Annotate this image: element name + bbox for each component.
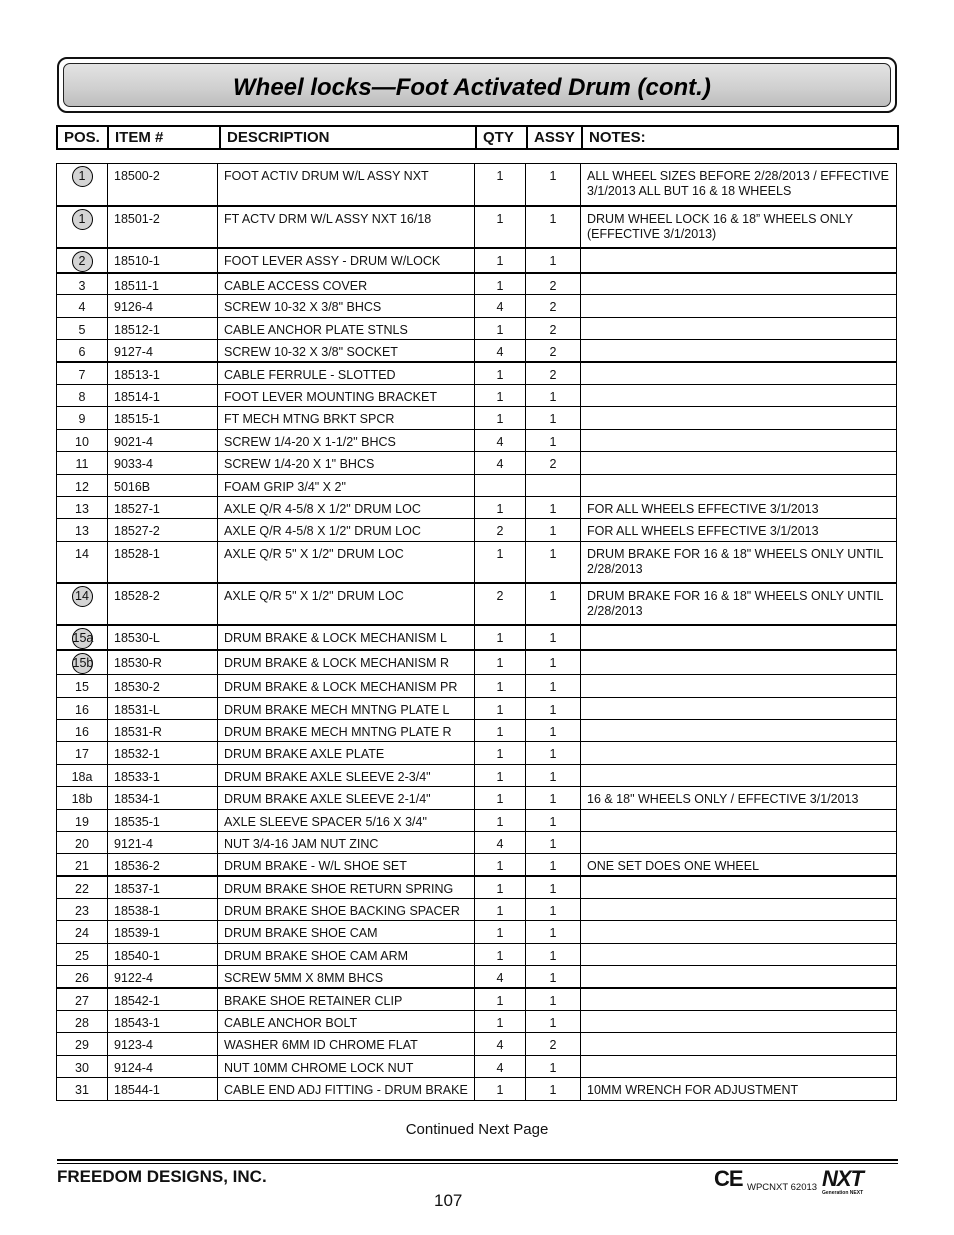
cell-description: CABLE END ADJ FITTING - DRUM BRAKE [218, 1078, 475, 1100]
cell-qty: 4 [475, 831, 526, 853]
cell-item: 9126-4 [108, 295, 218, 317]
nxt-logo-subtitle: Generation NEXT [822, 1190, 864, 1196]
table-row [57, 583, 897, 625]
cell-notes [581, 831, 897, 853]
cell-pos: 30 [57, 1055, 108, 1077]
cell-qty: 1 [475, 719, 526, 741]
cell-description: AXLE Q/R 5" X 1/2" DRUM LOC [218, 541, 475, 583]
cell-qty: 1 [475, 407, 526, 429]
cell-qty: 1 [475, 317, 526, 339]
table-row [57, 1078, 897, 1100]
cell-assy: 1 [526, 206, 581, 248]
table-row [57, 362, 897, 384]
cell-notes: FOR ALL WHEELS EFFECTIVE 3/1/2013 [581, 496, 897, 518]
cell-notes: ALL WHEEL SIZES BEFORE 2/28/2013 / EFFECTIVE 3/1/2013 ALL BUT 16 & 18 WHEELS [581, 164, 897, 206]
cell-description: FT ACTV DRM W/L ASSY NXT 16/18 [218, 206, 475, 248]
nxt-logo-text: NXT [822, 1166, 863, 1191]
cell-description: CABLE ANCHOR BOLT [218, 1011, 475, 1033]
title-banner-inner [63, 63, 891, 107]
cell-assy: 1 [526, 1011, 581, 1033]
table-row [57, 206, 897, 248]
cell-description: DRUM BRAKE AXLE SLEEVE 2-1/4" [218, 787, 475, 809]
position-callout-circle: 2 [72, 251, 93, 272]
cell-pos [57, 625, 108, 650]
cell-item: 18533-1 [108, 764, 218, 786]
cell-description: SCREW 1/4-20 X 1" BHCS [218, 452, 475, 474]
cell-notes [581, 1055, 897, 1077]
cell-description: DRUM BRAKE MECH MNTNG PLATE R [218, 719, 475, 741]
table-row [57, 787, 897, 809]
table-row [57, 452, 897, 474]
cell-description: FT MECH MTNG BRKT SPCR [218, 407, 475, 429]
cell-item: 18515-1 [108, 407, 218, 429]
cell-pos: 12 [57, 474, 108, 496]
cell-pos: 18a [57, 764, 108, 786]
cell-item: 18527-2 [108, 519, 218, 541]
cell-qty: 1 [475, 1078, 526, 1100]
cell-assy: 1 [526, 943, 581, 965]
cell-assy: 1 [526, 742, 581, 764]
cell-notes [581, 362, 897, 384]
cell-pos: 26 [57, 966, 108, 988]
cell-description: DRUM BRAKE MECH MNTNG PLATE L [218, 697, 475, 719]
company-name: FREEDOM DESIGNS, INC. [57, 1167, 267, 1186]
cell-qty: 2 [475, 519, 526, 541]
cell-item: 18514-1 [108, 384, 218, 406]
cell-qty: 1 [475, 248, 526, 273]
cell-pos: 27 [57, 988, 108, 1010]
cell-assy: 1 [526, 787, 581, 809]
cell-assy: 1 [526, 248, 581, 273]
cell-description: BRAKE SHOE RETAINER CLIP [218, 988, 475, 1010]
cell-description: FOAM GRIP 3/4" X 2" [218, 474, 475, 496]
cell-description: DRUM BRAKE SHOE RETURN SPRING [218, 876, 475, 898]
cell-item: 18530-L [108, 625, 218, 650]
cell-pos: 3 [57, 273, 108, 295]
cell-qty: 1 [475, 809, 526, 831]
cell-pos: 16 [57, 719, 108, 741]
table-row [57, 831, 897, 853]
cell-notes [581, 966, 897, 988]
table-row [57, 429, 897, 451]
cell-description: DRUM BRAKE AXLE PLATE [218, 742, 475, 764]
cell-notes: DRUM BRAKE FOR 16 & 18" WHEELS ONLY UNTIL 2/28/2013 [581, 541, 897, 583]
cell-item: 18543-1 [108, 1011, 218, 1033]
cell-description: DRUM BRAKE - W/L SHOE SET [218, 854, 475, 876]
position-callout-circle: 1 [72, 209, 93, 230]
cell-qty: 4 [475, 340, 526, 362]
position-callout-circle: 1 [72, 166, 93, 187]
cell-pos: 4 [57, 295, 108, 317]
position-callout-circle: 15a [72, 628, 93, 649]
table-row [57, 854, 897, 876]
cell-description: DRUM BRAKE SHOE CAM [218, 921, 475, 943]
cell-assy: 1 [526, 429, 581, 451]
cell-notes [581, 943, 897, 965]
cell-qty: 4 [475, 1033, 526, 1055]
cell-item: 9122-4 [108, 966, 218, 988]
cell-description: DRUM BRAKE AXLE SLEEVE 2-3/4" [218, 764, 475, 786]
cell-item: 18501-2 [108, 206, 218, 248]
cell-qty: 4 [475, 452, 526, 474]
cell-pos [57, 248, 108, 273]
table-row [57, 921, 897, 943]
cell-pos: 11 [57, 452, 108, 474]
table-row [57, 384, 897, 406]
cell-assy: 1 [526, 719, 581, 741]
cell-notes [581, 809, 897, 831]
cell-assy: 1 [526, 675, 581, 697]
cell-assy: 1 [526, 541, 581, 583]
cell-item: 9121-4 [108, 831, 218, 853]
cell-notes: FOR ALL WHEELS EFFECTIVE 3/1/2013 [581, 519, 897, 541]
cell-assy: 1 [526, 1078, 581, 1100]
cell-pos [57, 650, 108, 675]
document-code: WPCNXT 62013 [747, 1182, 818, 1193]
cell-assy: 1 [526, 1055, 581, 1077]
cell-item: 9127-4 [108, 340, 218, 362]
table-row [57, 719, 897, 741]
cell-qty: 1 [475, 764, 526, 786]
cell-item: 18527-1 [108, 496, 218, 518]
cell-qty: 1 [475, 943, 526, 965]
title-banner [57, 57, 897, 113]
parts-table [56, 163, 897, 1101]
cell-pos: 18b [57, 787, 108, 809]
cell-assy: 1 [526, 876, 581, 898]
cell-pos: 28 [57, 1011, 108, 1033]
table-row [57, 625, 897, 650]
cell-qty: 1 [475, 206, 526, 248]
cell-notes: ONE SET DOES ONE WHEEL [581, 854, 897, 876]
cell-pos: 9 [57, 407, 108, 429]
table-row [57, 650, 897, 675]
cell-assy: 2 [526, 295, 581, 317]
cell-description: AXLE Q/R 5" X 1/2" DRUM LOC [218, 583, 475, 625]
cell-qty: 1 [475, 496, 526, 518]
cell-pos: 6 [57, 340, 108, 362]
cell-assy: 2 [526, 362, 581, 384]
cell-assy: 1 [526, 899, 581, 921]
cell-description: NUT 3/4-16 JAM NUT ZINC [218, 831, 475, 853]
cell-pos: 5 [57, 317, 108, 339]
cell-qty: 1 [475, 921, 526, 943]
cell-notes [581, 340, 897, 362]
cell-qty: 1 [475, 625, 526, 650]
table-row [57, 966, 897, 988]
table-row [57, 1033, 897, 1055]
cell-description: DRUM BRAKE & LOCK MECHANISM L [218, 625, 475, 650]
cell-qty: 1 [475, 697, 526, 719]
cell-notes [581, 317, 897, 339]
footer-rule-thin [57, 1163, 898, 1164]
cell-description: FOOT ACTIV DRUM W/L ASSY NXT [218, 164, 475, 206]
cell-assy: 1 [526, 809, 581, 831]
cell-pos: 23 [57, 899, 108, 921]
cell-item: 9124-4 [108, 1055, 218, 1077]
cell-assy: 1 [526, 831, 581, 853]
cell-notes: 16 & 18" WHEELS ONLY / EFFECTIVE 3/1/2013 [581, 787, 897, 809]
cell-description: SCREW 5MM X 8MM BHCS [218, 966, 475, 988]
cell-description: SCREW 1/4-20 X 1-1/2" BHCS [218, 429, 475, 451]
table-row [57, 317, 897, 339]
cell-notes [581, 1011, 897, 1033]
cell-pos: 14 [57, 541, 108, 583]
cell-pos: 13 [57, 496, 108, 518]
cell-qty: 1 [475, 362, 526, 384]
cell-item: 18531-R [108, 719, 218, 741]
cell-notes: DRUM WHEEL LOCK 16 & 18” WHEELS ONLY (EFFECTIVE 3/1/2013) [581, 206, 897, 248]
cell-description: DRUM BRAKE SHOE CAM ARM [218, 943, 475, 965]
table-row [57, 541, 897, 583]
cell-notes [581, 429, 897, 451]
cell-description: DRUM BRAKE & LOCK MECHANISM R [218, 650, 475, 675]
cell-qty: 4 [475, 966, 526, 988]
cell-qty: 1 [475, 876, 526, 898]
cell-notes [581, 295, 897, 317]
table-row [57, 496, 897, 518]
column-header-description: DESCRIPTION [221, 127, 477, 148]
cell-pos: 8 [57, 384, 108, 406]
parts-table-body [57, 164, 897, 1101]
cell-assy: 1 [526, 625, 581, 650]
cell-item: 18536-2 [108, 854, 218, 876]
cell-assy: 1 [526, 921, 581, 943]
cell-pos: 21 [57, 854, 108, 876]
table-row [57, 809, 897, 831]
cell-description: FOOT LEVER ASSY - DRUM W/LOCK [218, 248, 475, 273]
cell-qty: 4 [475, 1055, 526, 1077]
cell-notes [581, 921, 897, 943]
cell-assy: 1 [526, 164, 581, 206]
cell-item: 9123-4 [108, 1033, 218, 1055]
cell-description: CABLE ANCHOR PLATE STNLS [218, 317, 475, 339]
cell-item: 18532-1 [108, 742, 218, 764]
cell-item: 9021-4 [108, 429, 218, 451]
continued-note: Continued Next Page [405, 1121, 549, 1138]
cell-item: 18513-1 [108, 362, 218, 384]
cell-notes [581, 625, 897, 650]
cell-assy: 2 [526, 317, 581, 339]
column-header-notes: NOTES: [589, 129, 646, 146]
cell-item: 18535-1 [108, 809, 218, 831]
table-row [57, 248, 897, 273]
page-number: 107 [434, 1191, 463, 1210]
cell-assy: 1 [526, 697, 581, 719]
cell-pos: 25 [57, 943, 108, 965]
cell-item: 5016B [108, 474, 218, 496]
cell-assy: 1 [526, 496, 581, 518]
cell-item: 18540-1 [108, 943, 218, 965]
table-row [57, 943, 897, 965]
column-header-item: ITEM # [109, 127, 221, 148]
cell-qty: 1 [475, 675, 526, 697]
cell-notes [581, 764, 897, 786]
cell-description: FOOT LEVER MOUNTING BRACKET [218, 384, 475, 406]
cell-item: 18531-L [108, 697, 218, 719]
cell-assy: 1 [526, 384, 581, 406]
cell-item: 18534-1 [108, 787, 218, 809]
cell-assy: 1 [526, 407, 581, 429]
cell-qty: 1 [475, 541, 526, 583]
cell-item: 18511-1 [108, 273, 218, 295]
cell-description: DRUM BRAKE & LOCK MECHANISM PR [218, 675, 475, 697]
cell-pos: 15 [57, 675, 108, 697]
table-row [57, 697, 897, 719]
cell-pos: 17 [57, 742, 108, 764]
cell-description: CABLE ACCESS COVER [218, 273, 475, 295]
table-row [57, 675, 897, 697]
cell-qty: 4 [475, 295, 526, 317]
cell-item: 18528-1 [108, 541, 218, 583]
table-row [57, 1055, 897, 1077]
cell-pos: 7 [57, 362, 108, 384]
cell-description: SCREW 10-32 X 3/8" SOCKET [218, 340, 475, 362]
cell-qty: 1 [475, 1011, 526, 1033]
table-row [57, 164, 897, 206]
table-row [57, 876, 897, 898]
cell-pos: 29 [57, 1033, 108, 1055]
cell-qty: 4 [475, 429, 526, 451]
cell-assy: 2 [526, 340, 581, 362]
cell-item: 18544-1 [108, 1078, 218, 1100]
cell-notes: DRUM BRAKE FOR 16 & 18" WHEELS ONLY UNTIL 2/28/2013 [581, 583, 897, 625]
cell-description: SCREW 10-32 X 3/8" BHCS [218, 295, 475, 317]
cell-pos: 20 [57, 831, 108, 853]
cell-assy: 1 [526, 583, 581, 625]
cell-pos: 16 [57, 697, 108, 719]
cell-description: AXLE Q/R 4-5/8 X 1/2" DRUM LOC [218, 496, 475, 518]
cell-pos [57, 206, 108, 248]
table-row [57, 1011, 897, 1033]
cell-item: 18500-2 [108, 164, 218, 206]
cell-item: 18512-1 [108, 317, 218, 339]
table-row [57, 988, 897, 1010]
cell-notes [581, 742, 897, 764]
position-callout-circle: 15b [72, 653, 93, 674]
cell-description: NUT 10MM CHROME LOCK NUT [218, 1055, 475, 1077]
cell-notes [581, 248, 897, 273]
cell-qty: 1 [475, 384, 526, 406]
cell-item: 18537-1 [108, 876, 218, 898]
cell-notes [581, 1033, 897, 1055]
column-header-assy: ASSY [528, 127, 583, 148]
footer-rule [57, 1159, 898, 1161]
cell-notes [581, 452, 897, 474]
cell-assy: 2 [526, 273, 581, 295]
cell-qty: 1 [475, 164, 526, 206]
cell-pos: 24 [57, 921, 108, 943]
cell-pos: 31 [57, 1078, 108, 1100]
cell-item: 18542-1 [108, 988, 218, 1010]
cell-item: 18510-1 [108, 248, 218, 273]
cell-pos [57, 583, 108, 625]
cell-qty: 1 [475, 787, 526, 809]
cell-assy: 1 [526, 764, 581, 786]
column-header-row [56, 125, 899, 150]
table-row [57, 899, 897, 921]
cell-item: 18528-2 [108, 583, 218, 625]
cell-assy: 1 [526, 650, 581, 675]
cell-notes [581, 650, 897, 675]
cell-notes: 10MM WRENCH FOR ADJUSTMENT [581, 1078, 897, 1100]
cell-notes [581, 384, 897, 406]
cell-description: DRUM BRAKE SHOE BACKING SPACER [218, 899, 475, 921]
page-title: Wheel locks—Foot Activated Drum (cont.) [233, 74, 711, 101]
cell-notes [581, 474, 897, 496]
table-row [57, 742, 897, 764]
cell-assy: 1 [526, 854, 581, 876]
cell-assy: 1 [526, 966, 581, 988]
table-row [57, 407, 897, 429]
cell-item: 9033-4 [108, 452, 218, 474]
cell-item: 18538-1 [108, 899, 218, 921]
cell-notes [581, 719, 897, 741]
ce-mark-icon: CE [714, 1166, 743, 1191]
table-row [57, 340, 897, 362]
cell-description: WASHER 6MM ID CHROME FLAT [218, 1033, 475, 1055]
cell-pos [57, 164, 108, 206]
cell-description: AXLE SLEEVE SPACER 5/16 X 3/4" [218, 809, 475, 831]
cell-notes [581, 988, 897, 1010]
cell-description: AXLE Q/R 4-5/8 X 1/2" DRUM LOC [218, 519, 475, 541]
cell-qty: 1 [475, 988, 526, 1010]
cell-assy: 2 [526, 452, 581, 474]
cell-assy: 2 [526, 1033, 581, 1055]
column-header-pos: POS. [58, 127, 109, 148]
cell-item: 18539-1 [108, 921, 218, 943]
cell-notes [581, 273, 897, 295]
cell-assy: 1 [526, 519, 581, 541]
cell-description: CABLE FERRULE - SLOTTED [218, 362, 475, 384]
cell-qty: 1 [475, 899, 526, 921]
cell-assy: 1 [526, 988, 581, 1010]
cell-notes [581, 876, 897, 898]
cell-notes [581, 675, 897, 697]
cell-item: 18530-R [108, 650, 218, 675]
table-row [57, 519, 897, 541]
cell-pos: 13 [57, 519, 108, 541]
cell-item: 18530-2 [108, 675, 218, 697]
table-row [57, 273, 897, 295]
cell-qty: 1 [475, 854, 526, 876]
cell-notes [581, 899, 897, 921]
position-callout-circle: 14 [72, 586, 93, 607]
cell-qty: 1 [475, 273, 526, 295]
cell-pos: 22 [57, 876, 108, 898]
cell-assy [526, 474, 581, 496]
cell-qty: 2 [475, 583, 526, 625]
cell-qty: 1 [475, 650, 526, 675]
nxt-logo [822, 1168, 863, 1196]
cell-notes [581, 697, 897, 719]
cell-qty [475, 474, 526, 496]
column-header-qty: QTY [477, 127, 528, 148]
table-row [57, 764, 897, 786]
table-row [57, 295, 897, 317]
cell-qty: 1 [475, 742, 526, 764]
cell-pos: 10 [57, 429, 108, 451]
cell-pos: 19 [57, 809, 108, 831]
table-row [57, 474, 897, 496]
cell-notes [581, 407, 897, 429]
